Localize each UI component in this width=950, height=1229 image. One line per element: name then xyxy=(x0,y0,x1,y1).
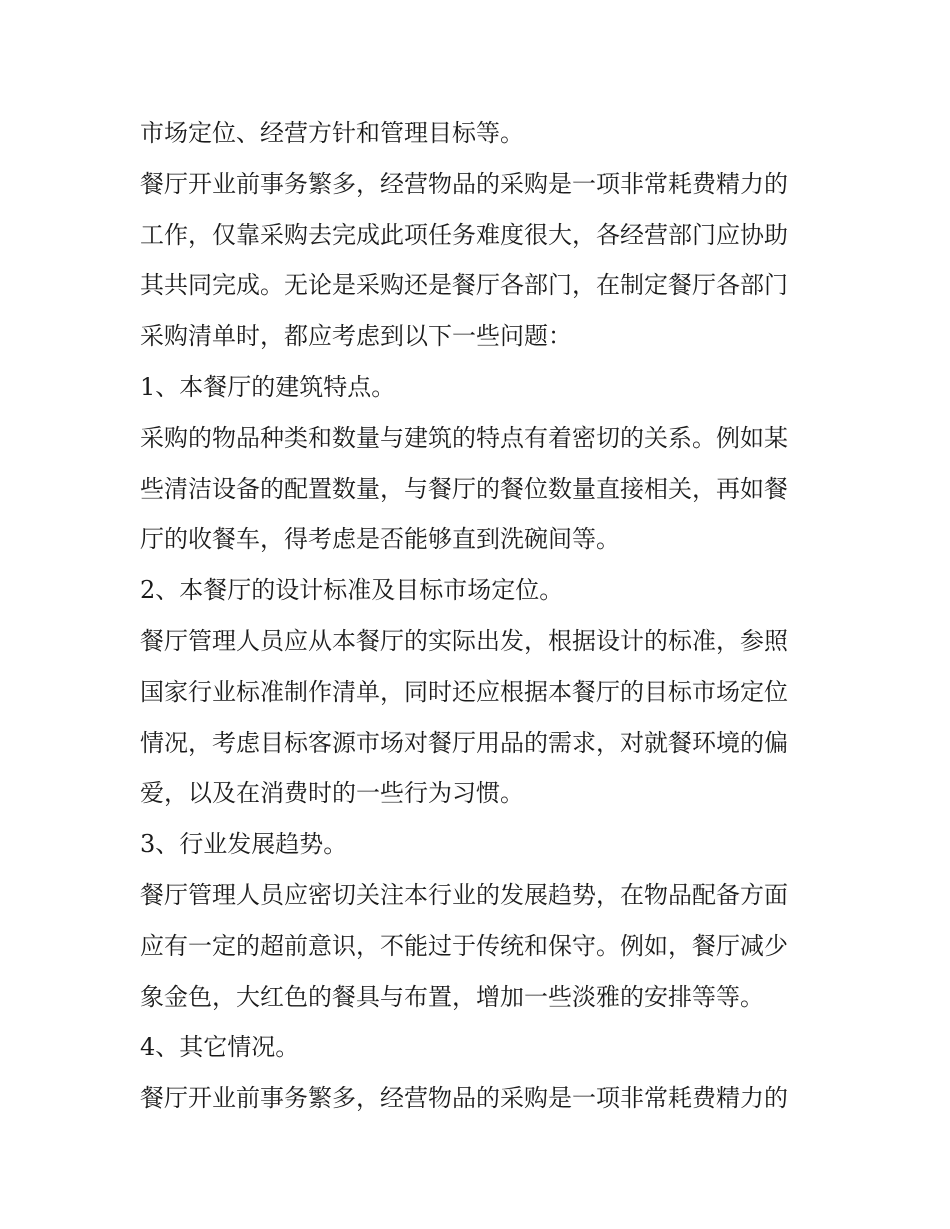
document-body xyxy=(140,108,820,1124)
section-heading xyxy=(140,819,820,870)
paragraph xyxy=(140,159,820,362)
text-line: 情况，考虑目标客源市场对餐厅用品的需求，对就餐环境的偏 xyxy=(140,728,788,757)
text-line: 餐厅管理人员应从本餐厅的实际出发，根据设计的标准，参照 xyxy=(140,626,788,655)
text-line: 餐厅开业前事务繁多，经营物品的采购是一项非常耗费精力的 xyxy=(140,1084,788,1113)
text-line: 厅的收餐车，得考虑是否能够直到洗碗间等。 xyxy=(140,525,620,554)
paragraph xyxy=(140,870,820,1022)
text-line: 餐厅管理人员应密切关注本行业的发展趋势，在物品配备方面 xyxy=(140,880,788,909)
text-line: 象金色，大红色的餐具与布置，增加一些淡雅的安排等等。 xyxy=(140,982,764,1011)
paragraph xyxy=(140,616,820,819)
text-line: 工作，仅靠采购去完成此项任务难度很大，各经营部门应协助 xyxy=(140,220,788,249)
text-line: 餐厅开业前事务繁多，经营物品的采购是一项非常耗费精力的 xyxy=(140,169,788,198)
text-line: 应有一定的超前意识，不能过于传统和保守。例如，餐厅减少 xyxy=(140,931,788,960)
text-line: 采购的物品种类和数量与建筑的特点有着密切的关系。例如某 xyxy=(140,423,788,452)
text-line: 其共同完成。无论是采购还是餐厅各部门，在制定餐厅各部门 xyxy=(140,271,788,300)
text-line: 些清洁设备的配置数量，与餐厅的餐位数量直接相关，再如餐 xyxy=(140,474,788,503)
text-line: 2、本餐厅的设计标准及目标市场定位。 xyxy=(140,576,564,605)
text-line: 采购清单时，都应考虑到以下一些问题： xyxy=(140,322,572,351)
paragraph xyxy=(140,108,820,159)
text-line: 4、其它情况。 xyxy=(140,1033,300,1062)
paragraph xyxy=(140,1073,820,1124)
text-line: 市场定位、经营方针和管理目标等。 xyxy=(140,119,524,147)
section-heading xyxy=(140,565,820,616)
text-line: 3、行业发展趋势。 xyxy=(140,830,348,859)
paragraph xyxy=(140,413,820,565)
text-line: 国家行业标准制作清单，同时还应根据本餐厅的目标市场定位 xyxy=(140,677,788,706)
text-line: 爱，以及在消费时的一些行为习惯。 xyxy=(140,779,524,808)
section-heading xyxy=(140,1022,820,1073)
text-line: 1、本餐厅的建筑特点。 xyxy=(140,372,396,401)
section-heading xyxy=(140,362,820,413)
